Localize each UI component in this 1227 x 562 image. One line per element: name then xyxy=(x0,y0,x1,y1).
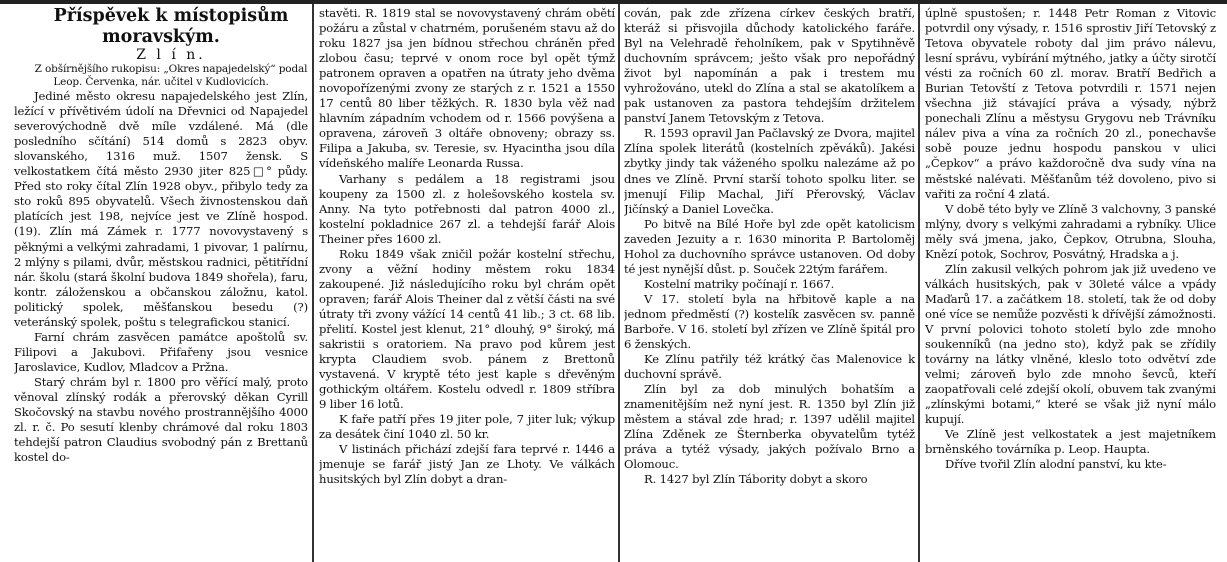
paragraph: Ve Zlíně jest velkostatek a jest majetníkem brněnského továrníka p. Leop. Haupta. xyxy=(925,427,1216,457)
article-title: Příspěvek k místopisům moravským. xyxy=(53,6,289,47)
paragraph: Zlín byl za dob minulých bohatším a znamenitějším než nyní jest. R. 1350 byl Zlín již městem a stával zde hrad; r. 1397 udělil majitel Zlína Zděnek ze Šternberka obyvatelům tytéž práva a tytéž výsady, jakých požívalo Brno a Olomouc. xyxy=(624,382,915,472)
article-source-note: Z obšírnějšího rukopisu: „Okres napajedelský“ podal Leop. Červenka, nár. učitel v Kudlovicích. xyxy=(34,63,308,89)
paragraph: K faře patří přes 19 jiter pole, 7 jiter luk; výkup za desátek činí 1040 zl. 50 kr. xyxy=(319,412,615,442)
column-3 xyxy=(624,6,915,558)
paragraph: R. 1427 byl Zlín Tábority dobyt a skoro xyxy=(644,472,868,487)
column-2 xyxy=(319,6,615,558)
column-4 xyxy=(925,6,1216,558)
top-rule xyxy=(0,0,1227,4)
paragraph: V 17. století byla na hřbitově kaple a na jednom předměstí (?) kostelík zasvěcen sv. panně Barboře. V 16. století byl zřízen ve Zlíně špitál pro 6 ženských. xyxy=(624,291,915,352)
paragraph: Farní chrám zasvěcen památce apoštolů sv. Filipovi a Jakubovi. Přifařeny jsou vesnice Jaroslavice, Kudlov, Mladcov a Pržna. xyxy=(14,329,308,374)
paragraph: Zlín zakusil velkých pohrom jak již uvedeno ve válkách husitských, pak v 30leté válce a vpády Maďarů 17. a začátkem 18. století, tak že od doby oné více se nemůže pozvěsti k dřívější zámožnosti. V první polovici tohoto století bylo zde mnoho soukenníků (na jedno sto), když pak se zřídily továrny na látky vlněné, kleslo toto odvětví zde velmi; zároveň bylo zde mnoho ševců, kteří zaopatřovali celé zdejší okolí, obuvem tak zvanými „zlínskými botami,“ které se však již nyní málo kupují. xyxy=(925,261,1216,427)
paragraph: Ke Zlínu patřily též krátký čas Malenovice k duchovní správě. xyxy=(624,352,915,382)
paragraph: cován, pak zde zřízena církev českých bratří, kteráž si přisvojila důchody katolického faráře. Byl na Velehradě řeholníkem, pak v Spytihněvě duchovním správcem; ješto však pro nepořádný život byl napomínán a pak i trestem mu vyhrožováno, utekl do Zlína a stal se akatolíkem a pak ustanoven za pastora tehdejším držitelem panství Janem Tetovským z Tetova. xyxy=(624,6,915,126)
paragraph: Jediné město okresu napajedelského jest Zlín, ležící v přívětivém údolí na Dřevnici od Napajedel severovýchodně dvě míle vzdálené. Má (dle posledního sčítání) 514 domů s 2823 obyv. slovanského, 1316 muž. 1507 žensk. S velkostatkem čítá město 2930 jiter 825□° půdy. Před sto roky čítal Zlín 1928 obyv., přibylo tedy za sto roků 895 obyvatelů. Všech živnostenskou daň platících jest 198, nejvíce jest ve Zlíně hospod. (19). Zlín má Zámek r. 1777 novovystavený s pěknými a velkými zahradami, 1 pivovar, 1 palírnu, 2 mlýny s pilami, dvůr, městskou radnici, pětitřídní nár. školu (stará školní budova 1849 shořela), faru, kontr. záloženskou a občanskou záložnu, katol. politický spolek, měšťanskou besedu (?) veteránský spolek, poštu s telegrafickou stanicí. xyxy=(14,89,308,329)
paragraph: Dříve tvořil Zlín alodní panství, ku kte- xyxy=(945,457,1167,472)
column-1 xyxy=(14,6,308,558)
paragraph: V listinách přichází zdejší fara teprvé r. 1446 a jmenuje se farář jistý Jan ze Lhoty. Ve válkách husitských byl Zlín dobyt a dran- xyxy=(319,442,615,487)
column-divider xyxy=(618,4,620,562)
article-subtitle: Z l í n. xyxy=(136,47,206,63)
column-divider xyxy=(312,4,314,562)
paragraph: úplně spustošen; r. 1448 Petr Roman z Vitovic potvrdil ony výsady, r. 1516 sprostiv Jiří Tetovský z Tetova obyvatele roboty dal jim právo nálevu, lesní správu, vybírání mýtného, jatky a účty sirotčí vésti za ročních 60 zl. morav. Bratří Bedřich a Burian Tetovští z Tetova potvrdili r. 1571 nejen všechna již stávající práva a výsady, nýbrž ponechali Zlínu a městysu Grygovu neb Trávníku nálev piva a vína za ročních 20 zl., ponechavše sobě pouze jednu hospodu panskou v ulici „Čepkov“ a právo každoročně dva sudy vína na městské nalévati. Měšťanům též dovoleno, pivo si vařiti za roční 4 zlatá. xyxy=(925,6,1216,201)
paragraph: Kostelní matriky počínají r. 1667. xyxy=(644,276,835,291)
paragraph: stavěti. R. 1819 stal se novovystavený chrám obětí požáru a zůstal v chatrném, porušeném stavu až do roku 1827 jsa jen bídnou střechou chráněn před zlobou času; teprvé v onom roce byl opět týmž patronem opraven a opatřen na útraty jeho dvěma novopořízenými zvony ze starých z r. 1521 a 1550 17 centů 80 liber těžkých. R. 1830 byla věž nad hlavním západním vchodem od r. 1566 povýšena a opravena, zároveň 3 oltáře obnoveny; obrazy ss. Filipa a Jakuba, sv. Teresie, sv. Hyacintha jsou díla vídeňského malíře Leonarda Russa. xyxy=(319,6,615,171)
column-divider xyxy=(918,4,920,562)
paragraph: Roku 1849 však zničil požár kostelní střechu, zvony a věžní hodiny městem roku 1834 zakoupené. Již následujícího roku byl chrám opět opraven; farář Alois Theiner dal z větší části na své útraty tři zvony vážící 14 centů 41 lib.; 3 ct. 68 lib. přelití. Kostel jest klenut, 21° dlouhý, 9° široký, má sakristii s oratoriem. Na pravo pod kůrem jest krypta Claudiem svob. pánem z Brettonů vystavená. V kryptě této jest kaple s dřevěným gothickým oltářem. Kostelu odvedl r. 1809 stříbra 9 liber 16 lotů. xyxy=(319,246,615,412)
paragraph: Po bitvě na Bílé Hoře byl zde opět katolicism zaveden Jezuity a r. 1630 minorita P. Bartoloměj Hohol za duchovního správce ustanoven. Od doby té jest nynější důst. p. Souček 22tým farářem. xyxy=(624,216,915,276)
paragraph: V době této byly ve Zlíně 3 valchovny, 3 panské mlýny, dvory s velkými zahradami a rybníky. Ulice měly svá jmena, jako, Čepkov, Otrubna, Slouha, Knězí potok, Sochrov, Posvátný, Hradska a j. xyxy=(925,201,1216,261)
paragraph: R. 1593 opravil Jan Pačlavský ze Dvora, majitel Zlína spolek literátů (kostelních zpěváků). Jakési zbytky jindy tak váženého spolku nalezáme až po dnes ve Zlíně. První starší tohoto spolku liter. se jmenují Filip Machal, Jiří Přerovský, Václav Jičínský a Daniel Lovečka. xyxy=(624,126,915,216)
paragraph: Starý chrám byl r. 1800 pro věřící malý, proto věnoval zlínský rodák a přerovský děkan Cyrill Skočovský na stavbu nového prostrannějšího 4000 zl. r. č. Po sesutí klenby chrámové dal roku 1803 tehdejší patron Claudius svobodný pán z Brettanů kostel do- xyxy=(14,374,308,465)
paragraph: Varhany s pedálem a 18 registrami jsou koupeny za 1500 zl. z holešovského kostela sv. Anny. Na tyto potřebnosti dal patron 4000 zl., kostelní pokladnice 267 zl. a tehdejší farář Alois Theiner přes 1600 zl. xyxy=(319,171,615,246)
